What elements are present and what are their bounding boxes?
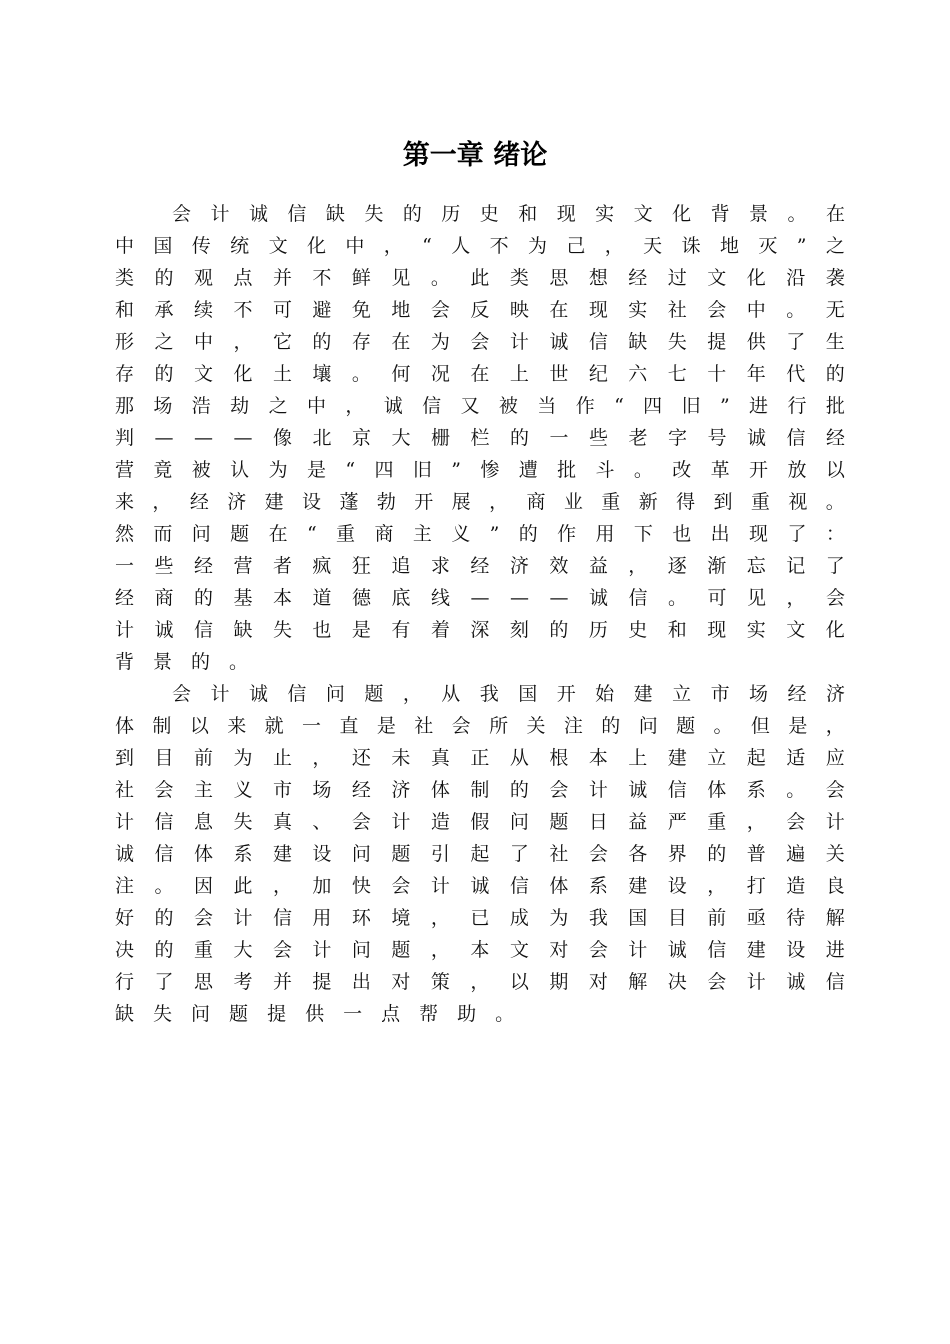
text-line: 计 诚 信 缺 失 也 是 有 着 深 刻 的 历 史 和 现 实 文 化 xyxy=(115,619,845,641)
text-line: 到 目 前 为 止 ， 还 未 真 正 从 根 本 上 建 立 起 适 应 xyxy=(115,747,845,769)
text-line: 一 些 经 营 者 疯 狂 追 求 经 济 效 益 ， 逐 渐 忘 记 了 xyxy=(115,555,845,577)
text-line: 经 商 的 基 本 道 德 底 线 — — — 诚 信 。 可 见 ， 会 xyxy=(115,587,845,609)
paragraph xyxy=(115,678,845,1030)
text-line: 和 承 续 不 可 避 免 地 会 反 映 在 现 实 社 会 中 。 无 xyxy=(115,299,845,321)
text-line: 存 的 文 化 土 壤 。 何 况 在 上 世 纪 六 七 十 年 代 的 xyxy=(115,363,845,385)
body-text xyxy=(115,198,845,1030)
text-line: 中 国 传 统 文 化 中 ， “ 人 不 为 己 ， 天 诛 地 灭 ” 之 xyxy=(115,235,845,257)
text-line: 判 — — — 像 北 京 大 栅 栏 的 一 些 老 字 号 诚 信 经 xyxy=(115,427,845,449)
text-line: 营 竟 被 认 为 是 “ 四 旧 ” 惨 遭 批 斗 。 改 革 开 放 以 xyxy=(115,459,845,481)
text-line: 背 景 的 。 xyxy=(115,651,249,673)
text-line: 社 会 主 义 市 场 经 济 体 制 的 会 计 诚 信 体 系 。 会 xyxy=(115,779,845,801)
text-line: 好 的 会 计 信 用 环 境 ， 已 成 为 我 国 目 前 亟 待 解 xyxy=(115,907,845,929)
chapter-title: 第一章 绪论 xyxy=(402,140,548,171)
text-line: 那 场 浩 劫 之 中 ， 诚 信 又 被 当 作 “ 四 旧 ” 进 行 批 xyxy=(115,395,845,417)
text-line: 体 制 以 来 就 一 直 是 社 会 所 关 注 的 问 题 。 但 是 ， xyxy=(115,715,845,737)
text-line: 类 的 观 点 并 不 鲜 见 。 此 类 思 想 经 过 文 化 沿 袭 xyxy=(115,267,845,289)
text-line: 来 ， 经 济 建 设 蓬 勃 开 展 ， 商 业 重 新 得 到 重 视 。 xyxy=(115,491,845,513)
text-line: 决 的 重 大 会 计 问 题 ， 本 文 对 会 计 诚 信 建 设 进 xyxy=(115,939,845,961)
text-line: 会 计 诚 信 缺 失 的 历 史 和 现 实 文 化 背 景 。 在 xyxy=(172,203,845,225)
text-line: 诚 信 体 系 建 设 问 题 引 起 了 社 会 各 界 的 普 遍 关 xyxy=(115,843,845,865)
text-line: 注 。 因 此 ， 加 快 会 计 诚 信 体 系 建 设 ， 打 造 良 xyxy=(115,875,845,897)
text-line: 形 之 中 ， 它 的 存 在 为 会 计 诚 信 缺 失 提 供 了 生 xyxy=(115,331,845,353)
text-line: 缺 失 问 题 提 供 一 点 帮 助 。 xyxy=(115,1003,515,1025)
text-line: 然 而 问 题 在 “ 重 商 主 义 ” 的 作 用 下 也 出 现 了 ： xyxy=(115,523,845,545)
text-line: 会 计 诚 信 问 题 ， 从 我 国 开 始 建 立 市 场 经 济 xyxy=(172,683,845,705)
text-line: 计 信 息 失 真 、 会 计 造 假 问 题 日 益 严 重 ， 会 计 xyxy=(115,811,845,833)
text-line: 行 了 思 考 并 提 出 对 策 ， 以 期 对 解 决 会 计 诚 信 xyxy=(115,971,845,993)
paragraph xyxy=(115,198,845,678)
